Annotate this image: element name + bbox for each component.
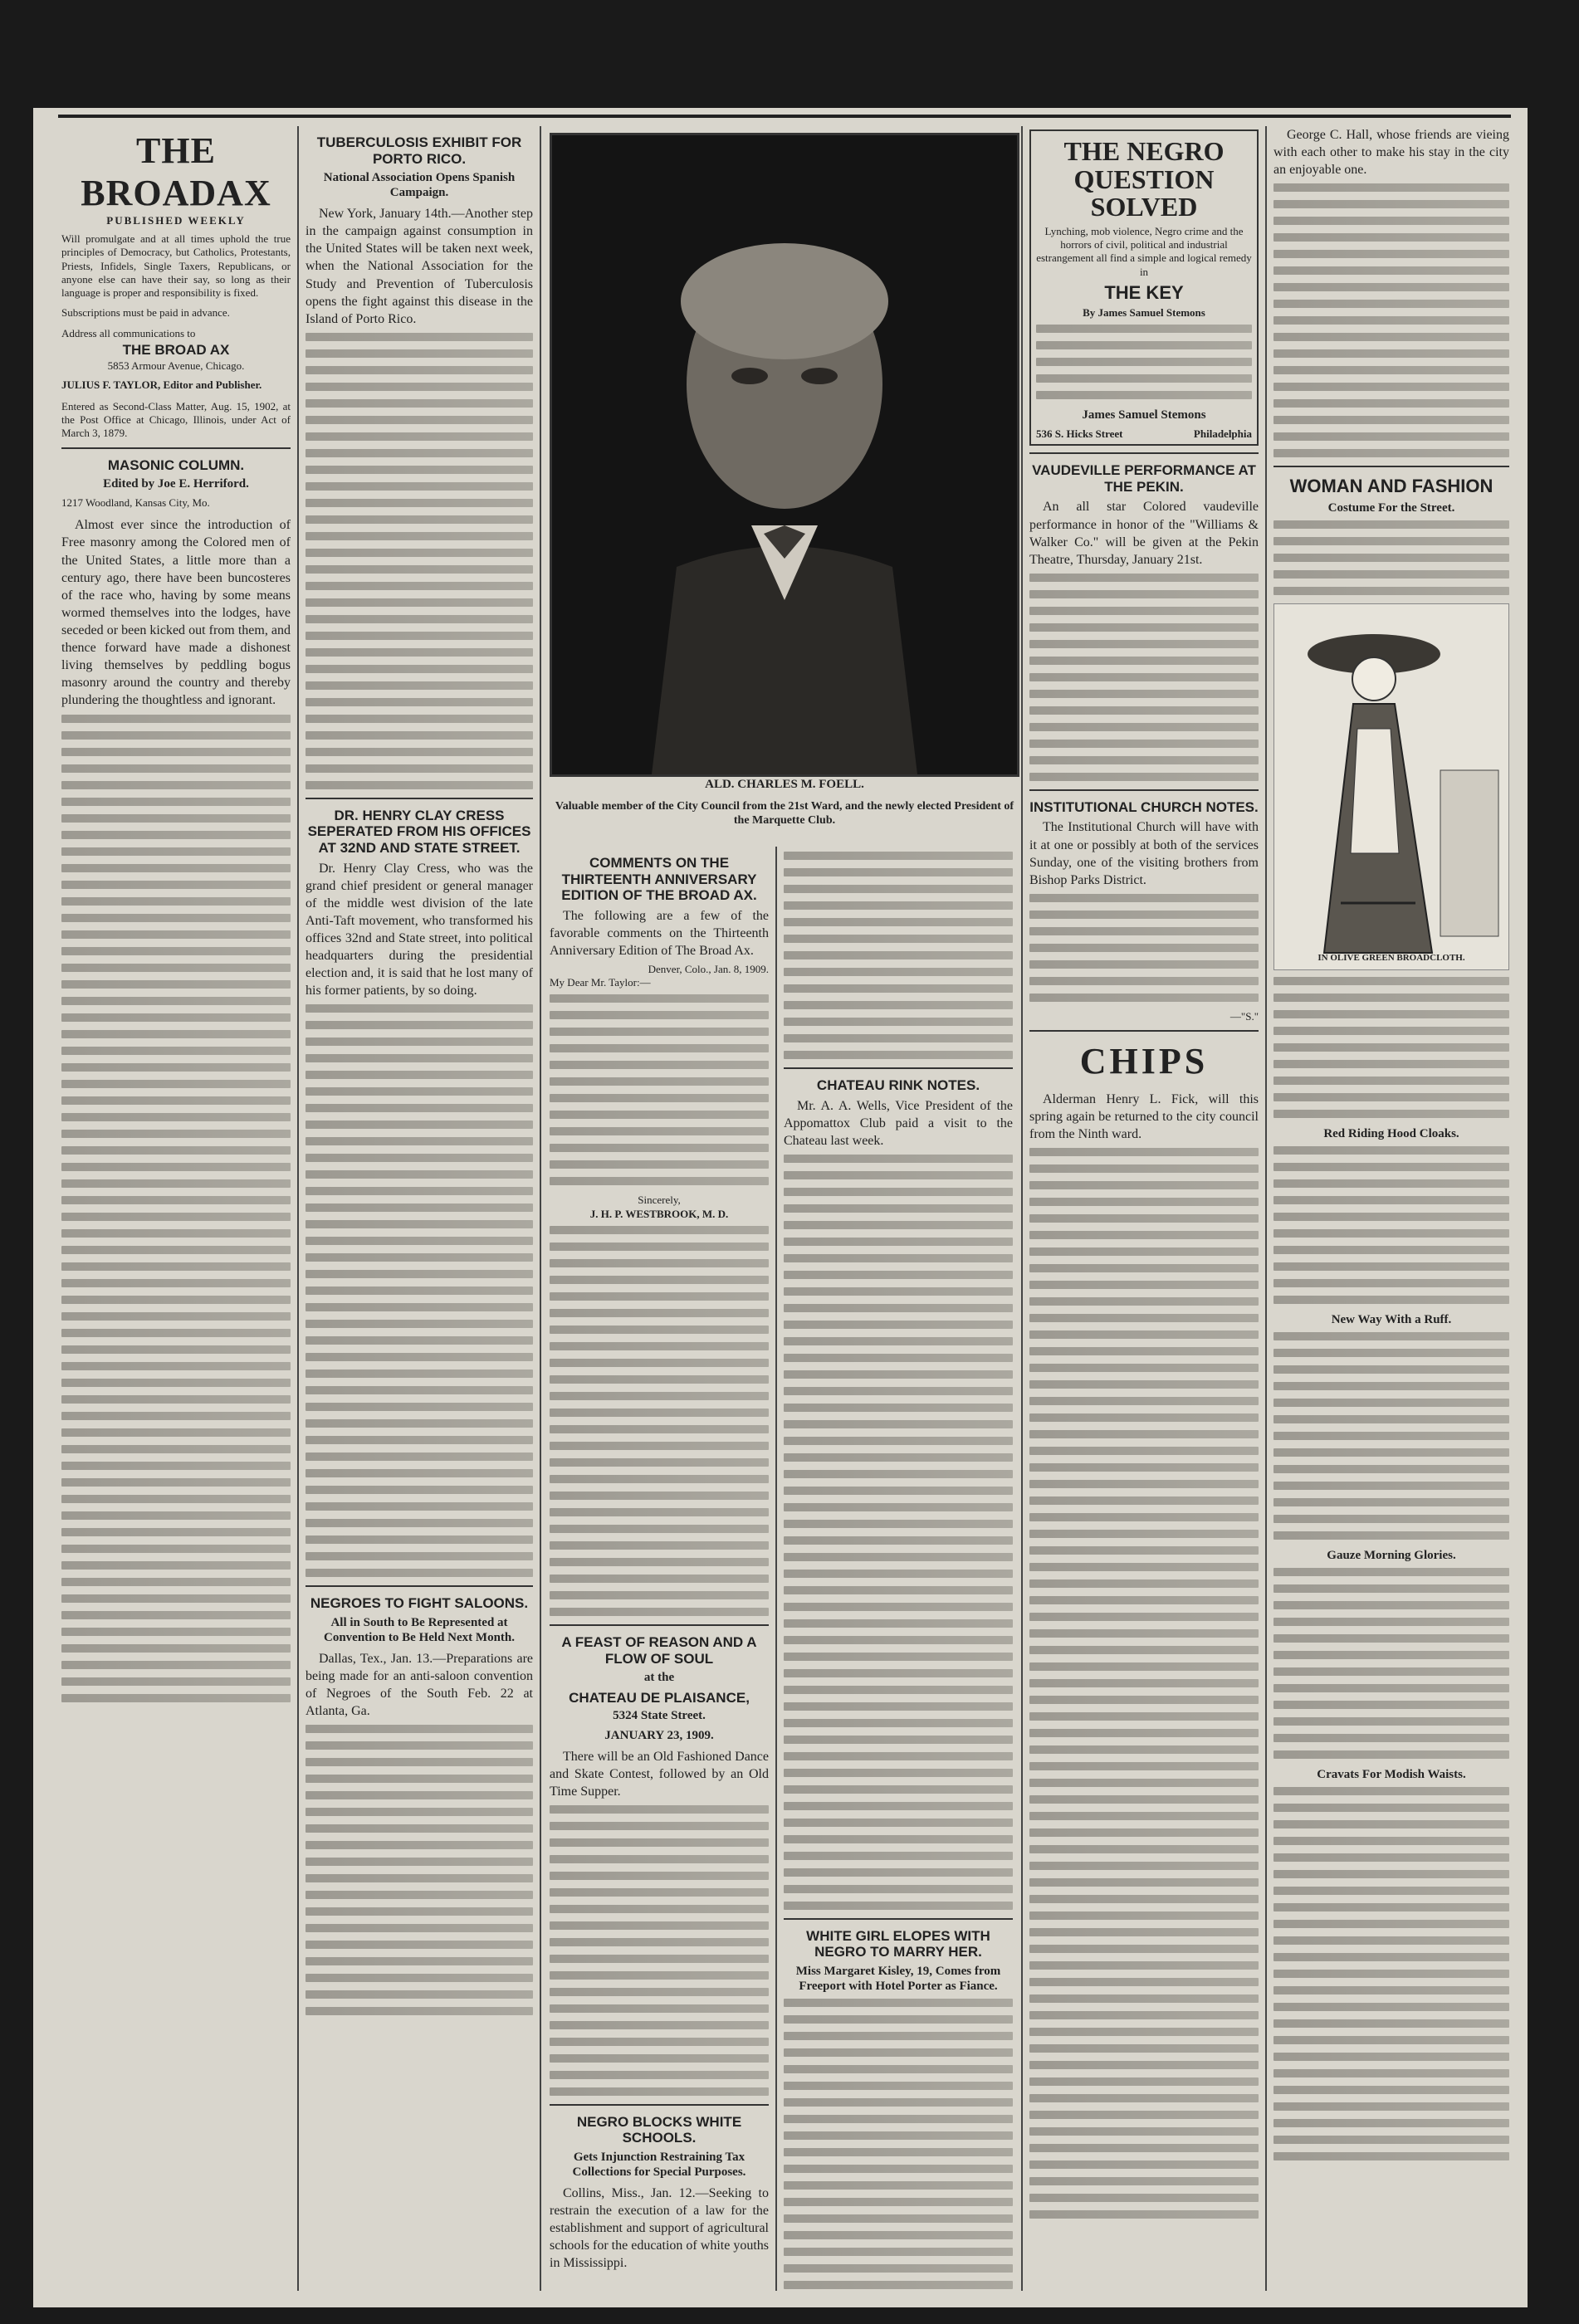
elopes-heading: WHITE GIRL ELOPES WITH NEGRO TO MARRY HER. xyxy=(806,1927,990,1960)
feast-lead: There will be an Old Fashioned Dance and Skate Contest, followed by an Old Time Supper. xyxy=(550,1749,769,1799)
fashion-sub4: Gauze Morning Glories. xyxy=(1327,1548,1456,1562)
article-text-continued xyxy=(784,1155,1013,1910)
column-rule xyxy=(297,126,299,2291)
cress-lead: Dr. Henry Clay Cress, who was the grand chief president or general manager of the middle west division of the late Anti-Taft movement, who transformed his offices 32nd and State street, into political headquarters during the presidential election and, it is said that he lost many of his former patients, by so doing. xyxy=(306,861,533,998)
divider xyxy=(1029,1030,1259,1032)
ad-address: 536 S. Hicks Street xyxy=(1036,427,1123,441)
divider xyxy=(1029,452,1259,454)
article-text-continued xyxy=(1273,1568,1509,1759)
masthead-editor: JULIUS F. TAYLOR, Editor and Publisher. xyxy=(61,378,262,391)
article-text-continued xyxy=(784,852,1013,1059)
article-text-continued xyxy=(1273,1787,1509,2160)
schools-lead: Collins, Miss., Jan. 12.—Seeking to restrain the execution of a law for the establishment and support of agricultural schools for the education of white youths in Mississippi. xyxy=(550,2186,769,2271)
comments-dateline: Denver, Colo., Jan. 8, 1909. xyxy=(648,962,769,975)
article-text-continued xyxy=(550,1805,769,2096)
comments-heading: COMMENTS ON THE THIRTEENTH ANNIVERSARY EDITION OF THE BROAD AX. xyxy=(561,855,757,904)
article-text-continued xyxy=(1273,1146,1509,1304)
article-text-continued xyxy=(1029,1148,1259,2219)
column-3 xyxy=(546,847,772,2291)
article-text-continued xyxy=(1273,977,1509,1118)
fashion-sub1: Costume For the Street. xyxy=(1327,500,1455,515)
column-1 xyxy=(58,126,294,2291)
feast-address: 5324 State Street. xyxy=(613,1708,706,1722)
fashion-sub5: Cravats For Modish Waists. xyxy=(1317,1767,1466,1781)
photo-caption-text: Valuable member of the City Council from the 21st Ward, and the newly elected President of the Marquette Club. xyxy=(555,800,1014,827)
masthead-title: THE BROADAX xyxy=(81,130,271,213)
church-signature: —"S." xyxy=(1229,1009,1259,1023)
newspaper-page xyxy=(33,108,1528,2307)
masthead-subtitle: PUBLISHED WEEKLY xyxy=(106,214,246,227)
masonic-heading: MASONIC COLUMN. xyxy=(107,456,245,473)
ad-blurb: Lynching, mob violence, Negro crime and the horrors of civil, political and industrial estrangement all find a simple and logical remedy in xyxy=(1036,224,1252,278)
masthead-entered: Entered as Second-Class Matter, Aug. 15, 1902, at the Post Office at Chicago, Illinois, under Act of March 3, 1879. xyxy=(61,399,291,440)
masonic-address: 1217 Woodland, Kansas City, Mo. xyxy=(61,496,210,510)
cress-heading: DR. HENRY CLAY CRESS SEPERATED FROM HIS OFFICES AT 32ND AND STATE STREET. xyxy=(307,807,531,856)
masonic-lead: Almost ever since the introduction of Free masonry among the Colored men of the United States, a little more than a century ago, there have been buncosteres of the race who, having by some means wormed themselves into the lodges, have seceded or been kicked out from them, and thence forward have made a dishonest living themselves by peddling bogus masonry around the country and thereby plundering the thoughtless and ignorant. xyxy=(61,518,291,708)
feast-venue: CHATEAU DE PLAISANCE, xyxy=(569,1690,750,1706)
column-rule xyxy=(1265,126,1267,2291)
saloons-deck: All in South to Be Represented at Convention to Be Held Next Month. xyxy=(324,1615,515,1644)
article-text-continued xyxy=(1273,1332,1509,1540)
article-text-continued xyxy=(1029,574,1259,781)
feast-deck: at the xyxy=(643,1671,675,1685)
divider xyxy=(61,447,291,449)
masthead-subscriptions: Subscriptions must be paid in advance. xyxy=(61,306,230,320)
woman-in-coat-illustration xyxy=(1274,604,1513,969)
tuberculosis-deck: National Association Opens Spanish Campaign. xyxy=(323,171,516,200)
book-advertisement xyxy=(1029,129,1259,446)
chateau-heading: CHATEAU RINK NOTES. xyxy=(816,1077,980,1093)
ad-address-row xyxy=(1033,427,1255,441)
tuberculosis-lead: New York, January 14th.—Another step in the campaign against consumption in the United States will be taken next week, when the National Association for the Study and Prevention of Tuberculosis opens the fight against this disease in the Island of Porto Rico. xyxy=(306,207,533,326)
article-text-continued xyxy=(1036,325,1252,399)
divider xyxy=(550,2104,769,2106)
vaudeville-heading: VAUDEVILLE PERFORMANCE AT THE PEKIN. xyxy=(1032,462,1256,495)
masthead-address-label: Address all communications to xyxy=(61,326,196,339)
saloons-heading: NEGROES TO FIGHT SALOONS. xyxy=(310,1595,529,1612)
top-rule xyxy=(58,115,1511,118)
divider xyxy=(306,1585,533,1587)
schools-heading: NEGRO BLOCKS WHITE SCHOOLS. xyxy=(576,2113,742,2146)
article-text-continued xyxy=(550,994,769,1185)
chips-heading: CHIPS xyxy=(1079,1041,1209,1082)
portrait-photo xyxy=(550,133,1019,777)
column-2 xyxy=(302,126,536,2291)
column-rule xyxy=(1021,126,1023,2291)
church-heading: INSTITUTIONAL CHURCH NOTES. xyxy=(1029,798,1259,815)
feast-date: JANUARY 23, 1909. xyxy=(604,1728,714,1742)
article-text-continued xyxy=(1029,894,1259,1002)
divider xyxy=(306,798,533,799)
schools-deck: Gets Injunction Restraining Tax Collections for Special Purposes. xyxy=(572,2151,746,2180)
column-6 xyxy=(1270,126,1513,2291)
illustration-caption: IN OLIVE GREEN BROADCLOTH. xyxy=(1317,953,1465,964)
photo-caption-name: ALD. CHARLES M. FOELL. xyxy=(705,778,864,791)
ad-author: By James Samuel Stemons xyxy=(1083,306,1205,320)
article-text-continued xyxy=(1273,183,1509,457)
saloons-lead: Dallas, Tex., Jan. 13.—Preparations are being made for an anti-saloon convention of Negroes of the South Feb. 22 at Atlanta, Ga. xyxy=(306,1651,533,1719)
ad-book-title: THE KEY xyxy=(1104,281,1184,303)
divider xyxy=(784,1918,1013,1920)
tuberculosis-heading: TUBERCULOSIS EXHIBIT FOR PORTO RICO. xyxy=(316,134,522,167)
article-text-continued xyxy=(306,1004,533,1577)
church-lead: The Institutional Church will have with it at one or possibly at both of the services Sunday, one of the visiting brothers from Bishop Parks District. xyxy=(1029,820,1259,887)
article-text-continued xyxy=(550,1226,769,1616)
vaudeville-lead: An all star Colored vaudeville performance in honor of the "Williams & Walker Co." will be given at the Pekin Theatre, Thursday, January 21st. xyxy=(1029,500,1259,567)
comments-signoff: Sincerely, xyxy=(638,1194,681,1207)
comments-salutation: My Dear Mr. Taylor:— xyxy=(550,976,651,989)
divider xyxy=(1273,466,1509,467)
fashion-sub3: New Way With a Ruff. xyxy=(1331,1312,1452,1326)
column-5 xyxy=(1026,126,1262,2291)
fashion-heading: WOMAN AND FASHION xyxy=(1289,476,1493,497)
column-4 xyxy=(780,847,1016,2291)
article-text-continued xyxy=(1273,520,1509,595)
ad-city: Philadelphia xyxy=(1193,427,1252,441)
column-rule xyxy=(775,847,777,2291)
masonic-byline: Edited by Joe E. Herriford. xyxy=(103,477,249,491)
article-text-continued xyxy=(784,1999,1013,2291)
article-text-continued xyxy=(306,1725,533,2015)
chips-lead: Alderman Henry L. Fick, will this spring again be returned to the city council from the Ninth ward. xyxy=(1029,1092,1259,1142)
masthead-paper-name: THE BROAD AX xyxy=(122,341,230,358)
divider xyxy=(550,1624,769,1626)
fashion-illustration xyxy=(1273,603,1509,970)
comments-signer: J. H. P. WESTBROOK, M. D. xyxy=(589,1207,729,1220)
divider xyxy=(784,1067,1013,1069)
feast-heading: A FEAST OF REASON AND A FLOW OF SOUL xyxy=(561,1633,757,1667)
chateau-lead: Mr. A. A. Wells, Vice President of the Appomattox Club paid a visit to the Chateau last week. xyxy=(784,1098,1013,1148)
elopes-deck: Miss Margaret Kisley, 19, Comes from Freeport with Hotel Porter as Fiance. xyxy=(795,1964,1001,1993)
ad-heading: THE NEGRO QUESTION SOLVED xyxy=(1063,136,1225,222)
masthead-intro: Will promulgate and at all times uphold the true principles of Democracy, but Catholics, Protestants, Priests, Infidels, Single Taxers, Republicans, or anyone else can have their say, so long as their language is proper and responsibility is fixed. xyxy=(61,232,291,299)
fashion-sub2: Red Riding Hood Cloaks. xyxy=(1323,1126,1459,1140)
article-text-continued xyxy=(306,333,533,789)
portrait-image xyxy=(552,135,1017,774)
article-text-continued xyxy=(61,715,291,1702)
divider xyxy=(1029,789,1259,791)
masthead-address: 5853 Armour Avenue, Chicago. xyxy=(107,359,245,373)
right-lead: George C. Hall, whose friends are vieing with each other to make his stay in the city an enjoyable one. xyxy=(1273,128,1509,178)
column-rule xyxy=(540,126,541,2291)
ad-seller: James Samuel Stemons xyxy=(1082,408,1206,422)
comments-lead: The following are a few of the favorable comments on the Thirteenth Anniversary Edition of The Broad Ax. xyxy=(550,908,769,958)
